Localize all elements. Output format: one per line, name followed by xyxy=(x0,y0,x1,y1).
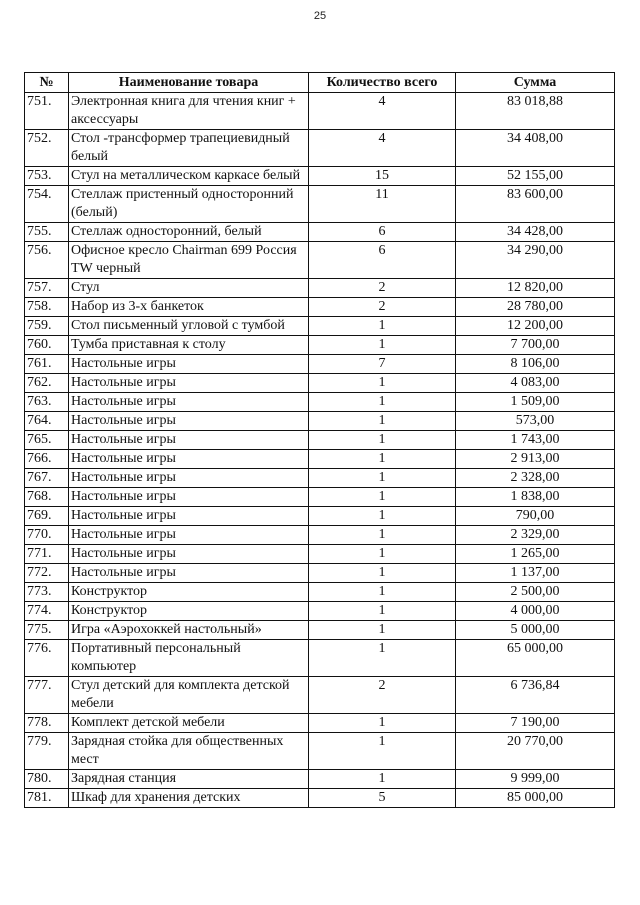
row-number: 779. xyxy=(25,733,69,770)
item-quantity: 1 xyxy=(309,621,456,640)
item-quantity: 1 xyxy=(309,545,456,564)
item-name: Игра «Аэрохоккей настольный» xyxy=(69,621,309,640)
row-number: 772. xyxy=(25,564,69,583)
table-row xyxy=(25,714,615,733)
item-name: Настольные игры xyxy=(69,374,309,393)
row-number: 773. xyxy=(25,583,69,602)
item-sum: 7 190,00 xyxy=(456,714,615,733)
item-quantity: 1 xyxy=(309,733,456,770)
row-number: 777. xyxy=(25,677,69,714)
item-sum: 12 200,00 xyxy=(456,317,615,336)
table-row xyxy=(25,393,615,412)
item-quantity: 2 xyxy=(309,279,456,298)
item-sum: 7 700,00 xyxy=(456,336,615,355)
item-quantity: 5 xyxy=(309,789,456,808)
item-quantity: 6 xyxy=(309,223,456,242)
item-name: Набор из 3-х банкеток xyxy=(69,298,309,317)
item-sum: 52 155,00 xyxy=(456,167,615,186)
table-row xyxy=(25,431,615,450)
item-name: Настольные игры xyxy=(69,450,309,469)
table-row xyxy=(25,770,615,789)
header-qty: Количество всего xyxy=(309,73,456,93)
row-number: 762. xyxy=(25,374,69,393)
row-number: 781. xyxy=(25,789,69,808)
item-name: Стеллаж пристенный односторонний (белый) xyxy=(69,186,309,223)
row-number: 768. xyxy=(25,488,69,507)
row-number: 757. xyxy=(25,279,69,298)
row-number: 754. xyxy=(25,186,69,223)
table-row xyxy=(25,488,615,507)
row-number: 775. xyxy=(25,621,69,640)
table-row xyxy=(25,355,615,374)
item-name: Настольные игры xyxy=(69,526,309,545)
table-row xyxy=(25,450,615,469)
item-name: Зарядная станция xyxy=(69,770,309,789)
table-row xyxy=(25,317,615,336)
row-number: 769. xyxy=(25,507,69,526)
item-sum: 5 000,00 xyxy=(456,621,615,640)
item-sum: 83 018,88 xyxy=(456,93,615,130)
table-row xyxy=(25,242,615,279)
table-row xyxy=(25,789,615,808)
item-sum: 2 328,00 xyxy=(456,469,615,488)
item-sum: 34 428,00 xyxy=(456,223,615,242)
item-name: Настольные игры xyxy=(69,488,309,507)
item-quantity: 1 xyxy=(309,336,456,355)
row-number: 778. xyxy=(25,714,69,733)
item-name: Тумба приставная к столу xyxy=(69,336,309,355)
header-sum: Сумма xyxy=(456,73,615,93)
item-quantity: 4 xyxy=(309,93,456,130)
item-quantity: 1 xyxy=(309,412,456,431)
item-sum: 2 329,00 xyxy=(456,526,615,545)
row-number: 761. xyxy=(25,355,69,374)
item-sum: 34 408,00 xyxy=(456,130,615,167)
item-name: Портативный персональный компьютер xyxy=(69,640,309,677)
row-number: 758. xyxy=(25,298,69,317)
row-number: 774. xyxy=(25,602,69,621)
item-quantity: 2 xyxy=(309,677,456,714)
item-quantity: 2 xyxy=(309,298,456,317)
table-row xyxy=(25,469,615,488)
row-number: 752. xyxy=(25,130,69,167)
item-sum: 1 743,00 xyxy=(456,431,615,450)
table-row xyxy=(25,507,615,526)
item-name: Стол -трансформер трапециевидный белый xyxy=(69,130,309,167)
table-row xyxy=(25,621,615,640)
item-quantity: 1 xyxy=(309,507,456,526)
item-sum: 83 600,00 xyxy=(456,186,615,223)
item-sum: 65 000,00 xyxy=(456,640,615,677)
item-name: Конструктор xyxy=(69,583,309,602)
item-quantity: 1 xyxy=(309,374,456,393)
table-row xyxy=(25,733,615,770)
row-number: 753. xyxy=(25,167,69,186)
table-body xyxy=(25,93,615,808)
row-number: 755. xyxy=(25,223,69,242)
item-quantity: 1 xyxy=(309,770,456,789)
item-name: Настольные игры xyxy=(69,412,309,431)
item-quantity: 1 xyxy=(309,469,456,488)
item-quantity: 15 xyxy=(309,167,456,186)
item-name: Настольные игры xyxy=(69,564,309,583)
item-quantity: 1 xyxy=(309,602,456,621)
item-sum: 1 137,00 xyxy=(456,564,615,583)
table-row xyxy=(25,374,615,393)
header-name: Наименование товара xyxy=(69,73,309,93)
item-name: Конструктор xyxy=(69,602,309,621)
table-row xyxy=(25,186,615,223)
item-sum: 1 838,00 xyxy=(456,488,615,507)
item-sum: 2 913,00 xyxy=(456,450,615,469)
item-name: Настольные игры xyxy=(69,393,309,412)
item-name: Комплект детской мебели xyxy=(69,714,309,733)
goods-table xyxy=(24,72,615,808)
row-number: 771. xyxy=(25,545,69,564)
item-sum: 2 500,00 xyxy=(456,583,615,602)
item-sum: 20 770,00 xyxy=(456,733,615,770)
row-number: 765. xyxy=(25,431,69,450)
row-number: 756. xyxy=(25,242,69,279)
table-row xyxy=(25,640,615,677)
item-sum: 4 083,00 xyxy=(456,374,615,393)
item-name: Настольные игры xyxy=(69,545,309,564)
item-name: Стул xyxy=(69,279,309,298)
item-sum: 12 820,00 xyxy=(456,279,615,298)
table-row xyxy=(25,93,615,130)
item-name: Офисное кресло Chairman 699 Россия TW черный xyxy=(69,242,309,279)
row-number: 767. xyxy=(25,469,69,488)
row-number: 763. xyxy=(25,393,69,412)
item-quantity: 1 xyxy=(309,317,456,336)
table-row xyxy=(25,130,615,167)
item-sum: 6 736,84 xyxy=(456,677,615,714)
item-name: Шкаф для хранения детских xyxy=(69,789,309,808)
row-number: 780. xyxy=(25,770,69,789)
table-row xyxy=(25,564,615,583)
item-sum: 573,00 xyxy=(456,412,615,431)
item-sum: 8 106,00 xyxy=(456,355,615,374)
row-number: 759. xyxy=(25,317,69,336)
item-name: Настольные игры xyxy=(69,355,309,374)
table-row xyxy=(25,412,615,431)
item-quantity: 1 xyxy=(309,583,456,602)
item-quantity: 1 xyxy=(309,526,456,545)
table-row xyxy=(25,167,615,186)
item-sum: 9 999,00 xyxy=(456,770,615,789)
row-number: 776. xyxy=(25,640,69,677)
table-row xyxy=(25,526,615,545)
item-quantity: 6 xyxy=(309,242,456,279)
item-sum: 28 780,00 xyxy=(456,298,615,317)
item-quantity: 7 xyxy=(309,355,456,374)
table-row xyxy=(25,545,615,564)
item-sum: 1 509,00 xyxy=(456,393,615,412)
table-row xyxy=(25,336,615,355)
item-sum: 34 290,00 xyxy=(456,242,615,279)
item-name: Стеллаж односторонний, белый xyxy=(69,223,309,242)
item-quantity: 4 xyxy=(309,130,456,167)
item-quantity: 1 xyxy=(309,393,456,412)
item-quantity: 1 xyxy=(309,640,456,677)
item-quantity: 1 xyxy=(309,488,456,507)
row-number: 760. xyxy=(25,336,69,355)
item-name: Стул на металлическом каркасе белый xyxy=(69,167,309,186)
item-sum: 4 000,00 xyxy=(456,602,615,621)
table-row xyxy=(25,223,615,242)
table-row xyxy=(25,677,615,714)
table-row xyxy=(25,279,615,298)
table-row xyxy=(25,298,615,317)
item-name: Стол письменный угловой с тумбой xyxy=(69,317,309,336)
item-name: Настольные игры xyxy=(69,507,309,526)
item-quantity: 11 xyxy=(309,186,456,223)
item-quantity: 1 xyxy=(309,714,456,733)
table-header-row xyxy=(25,73,615,93)
item-name: Настольные игры xyxy=(69,431,309,450)
row-number: 766. xyxy=(25,450,69,469)
item-sum: 1 265,00 xyxy=(456,545,615,564)
item-name: Электронная книга для чтения книг + аксессуары xyxy=(69,93,309,130)
item-quantity: 1 xyxy=(309,564,456,583)
row-number: 751. xyxy=(25,93,69,130)
table-row xyxy=(25,602,615,621)
item-name: Зарядная стойка для общественных мест xyxy=(69,733,309,770)
item-sum: 790,00 xyxy=(456,507,615,526)
item-quantity: 1 xyxy=(309,431,456,450)
table-row xyxy=(25,583,615,602)
item-quantity: 1 xyxy=(309,450,456,469)
page-number: 25 xyxy=(313,10,327,22)
item-name: Стул детский для комплекта детской мебели xyxy=(69,677,309,714)
item-sum: 85 000,00 xyxy=(456,789,615,808)
row-number: 764. xyxy=(25,412,69,431)
row-number: 770. xyxy=(25,526,69,545)
header-num: № xyxy=(25,73,69,93)
item-name: Настольные игры xyxy=(69,469,309,488)
